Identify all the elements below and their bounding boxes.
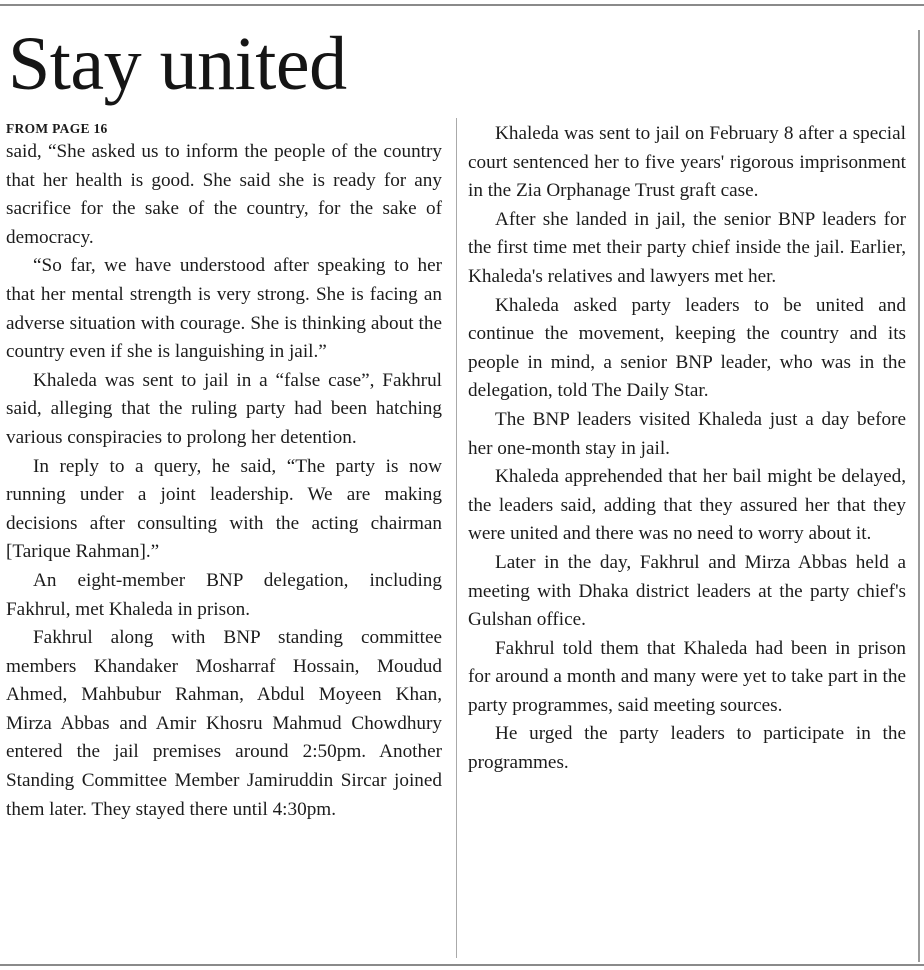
- paragraph: In reply to a query, he said, “The party is now running under a joint leadership. We are making decisions after consulting with the acting chairman [Tarique Rahman].”: [6, 455, 442, 563]
- headline: Stay united: [8, 22, 347, 106]
- article-column-left: [6, 120, 442, 824]
- paragraph: “So far, we have understood after speaking to her that her mental strength is very strong. She is facing an adverse situation with courage. She is thinking about the country even if she is languishing in jail.”: [6, 255, 442, 363]
- paragraph: Fakhrul along with BNP standing committee members Khandaker Mosharraf Hossain, Moudud Ahmed, Mahbubur Rahman, Abdul Moyeen Khan, Mirza Abbas and Amir Khosru Mahmud Chowdhury entered the jail premises around 2:50pm. Another Standing Committee Member Jamiruddin Sircar joined them later. They stayed there until 4:30pm.: [6, 627, 442, 820]
- paragraph: Khaleda apprehended that her bail might be delayed, the leaders said, adding that they assured her that they were united and there was no need to worry about it.: [468, 466, 906, 545]
- paragraph: He urged the party leaders to participate in the programmes.: [468, 723, 906, 774]
- right-border-rule: [918, 30, 920, 962]
- paragraph: Fakhrul told them that Khaleda had been in prison for around a month and many were yet to take part in the party programmes, said meeting sources.: [468, 637, 906, 716]
- paragraph: After she landed in jail, the senior BNP leaders for the first time met their party chief inside the jail. Earlier, Khaleda's relatives and lawyers met her.: [468, 208, 906, 287]
- paragraph: said, “She asked us to inform the people of the country that her health is good. She said she is ready for any sacrifice for the sake of the country, for the sake of democracy.: [6, 141, 442, 248]
- paragraph: Khaleda was sent to jail on February 8 after a special court sentenced her to five years' rigorous imprisonment in the Zia Orphanage Trust graft case.: [468, 123, 906, 202]
- article-column-right: [468, 120, 906, 778]
- jump-label: FROM PAGE 16: [6, 121, 108, 136]
- column-divider: [456, 118, 457, 958]
- paragraph: The BNP leaders visited Khaleda just a day before her one-month stay in jail.: [468, 408, 906, 459]
- top-rule: [0, 4, 924, 6]
- bottom-rule: [0, 964, 924, 966]
- paragraph: Khaleda was sent to jail in a “false case”, Fakhrul said, alleging that the ruling party had been hatching various conspiracies to prolong her detention.: [6, 369, 442, 448]
- paragraph: Later in the day, Fakhrul and Mirza Abbas held a meeting with Dhaka district leaders at the party chief's Gulshan office.: [468, 551, 906, 631]
- paragraph: Khaleda asked party leaders to be united and continue the movement, keeping the country and its people in mind, a senior BNP leader, who was in the delegation, told The Daily Star.: [468, 294, 906, 402]
- paragraph: An eight-member BNP delegation, including Fakhrul, met Khaleda in prison.: [6, 569, 442, 620]
